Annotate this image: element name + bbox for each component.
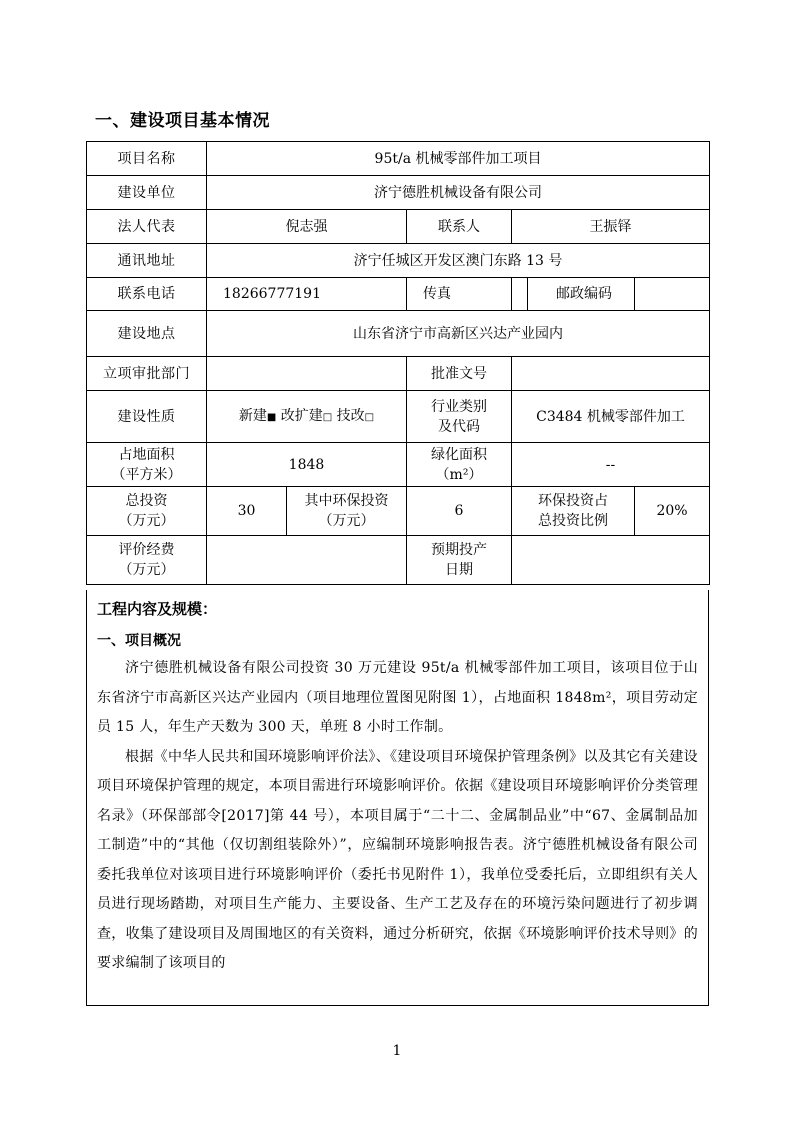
site-value: 山东省济宁市高新区兴达产业园内: [207, 311, 710, 357]
row-nature: [87, 391, 710, 443]
green-area-label-line1: 绿化面积: [431, 446, 487, 463]
green-area-label-line2: （m²）: [435, 466, 483, 483]
approval-dept-label: 立项审批部门: [87, 357, 207, 391]
postcode-label: 邮政编码: [512, 278, 635, 311]
env-ratio-label-line2: 总投资比例: [538, 513, 608, 529]
area-label-line1: 占地面积: [118, 446, 175, 463]
legal-rep-label: 法人代表: [87, 210, 207, 244]
row-construction-unit: [87, 176, 710, 210]
address-value: 济宁任城区开发区澳门东路 13 号: [207, 244, 710, 278]
eval-fee-label-line2: （万元）: [118, 562, 175, 578]
site-label: 建设地点: [87, 311, 207, 357]
phone-label: 联系电话: [87, 278, 207, 311]
row-address: [87, 244, 710, 278]
investment-label: [87, 487, 207, 536]
row-eval-fee: [87, 536, 710, 585]
nature-label: 建设性质: [87, 391, 207, 443]
legal-rep-value: 倪志强: [207, 210, 407, 244]
area-value: 1848: [207, 443, 407, 487]
eval-fee-value: [207, 536, 407, 585]
investment-value: 30: [207, 487, 287, 536]
content-subtitle: 一、项目概况: [97, 633, 181, 649]
nature-options: [207, 391, 407, 443]
env-investment-label-line2: （万元）: [318, 513, 375, 529]
env-investment-label-line1: 其中环保投资: [304, 493, 389, 509]
contact-label: 联系人: [407, 210, 512, 244]
project-name-label: 项目名称: [87, 142, 207, 176]
production-date-label: [407, 536, 512, 585]
env-ratio-value: 20%: [635, 487, 710, 536]
env-investment-value: 6: [407, 487, 512, 536]
row-phone: [87, 278, 710, 311]
approval-no-label: 批准文号: [407, 357, 512, 391]
address-label: 通讯地址: [87, 244, 207, 278]
area-label: [87, 443, 207, 487]
env-ratio-label: [512, 487, 635, 536]
industry-value: C3484 机械零部件加工: [512, 391, 710, 443]
production-date-label-line2: 日期: [445, 562, 473, 578]
row-area: [87, 443, 710, 487]
fax-label: 传真: [423, 286, 451, 302]
page-number: 1: [392, 1043, 402, 1059]
fax-divider: [527, 277, 528, 311]
construction-unit-label: 建设单位: [87, 176, 207, 210]
row-project-name: [87, 142, 710, 176]
checkbox-empty-icon: □: [364, 411, 375, 423]
investment-label-line1: 总投资: [125, 493, 168, 509]
env-ratio-label-line1: 环保投资占: [538, 493, 608, 509]
green-area-label: [407, 443, 512, 487]
investment-label-line2: （万元）: [118, 513, 175, 529]
project-content-section: [86, 590, 709, 1006]
row-investment: [87, 487, 710, 536]
checkbox-checked-icon: ■: [266, 411, 277, 423]
green-area-value: --: [512, 443, 710, 487]
production-date-label-line1: 预期投产: [431, 542, 487, 558]
checkbox-empty-icon: □: [322, 411, 333, 423]
row-legal-rep: [87, 210, 710, 244]
industry-label: [407, 391, 512, 443]
project-info-table: [86, 141, 710, 585]
eval-fee-label-line1: 评价经费: [118, 542, 175, 558]
eval-fee-label: [87, 536, 207, 585]
industry-label-line1: 行业类别: [431, 398, 487, 415]
content-paragraph: 根据《中华人民共和国环境影响评价法》、《建设项目环境保护管理条例》以及其它有关建设项目环境保护管理的规定，本项目需进行环境影响评价。依据《建设项目环境影响评价分类管理名录》（环保部部令[2017]第 44 号），本项目属于“二十二、金属制品业”中“67、金属制品加工制造”中的“其他（仅切割组装除外）”，应编制环境影响报告表。济宁德胜机械设备有限公司委托我单位对该项目进行环境影响评价（委托书见附件 1），我单位受委托后，立即组织有关人员进行现场踏勘，对项目生产能力、主要设备、生产工艺及存在的环境污染问题进行了初步调查，收集了建设项目及周围地区的有关资料，通过分析研究，依据《环境影响评价技术导则》的要求编制了该项目的: [97, 748, 698, 971]
contact-value: 王振铎: [512, 210, 710, 244]
postcode-value: [635, 278, 710, 311]
approval-dept-value: [207, 357, 407, 391]
row-approval: [87, 357, 710, 391]
content-title: 工程内容及规模：: [97, 600, 218, 618]
nature-option-expand: 改扩建: [280, 407, 323, 424]
env-investment-label: [287, 487, 407, 536]
construction-unit-value: 济宁德胜机械设备有限公司: [207, 176, 710, 210]
content-paragraph: 济宁德胜机械设备有限公司投资 30 万元建设 95t/a 机械零部件加工项目，该项目位于山东省济宁市高新区兴达产业园内（项目地理位置图见附图 1），占地面积 1848m²，项目劳动定员 15 人，年生产天数为 300 天，单班 8 小时工作制。: [97, 660, 698, 735]
area-label-line2: （平方米）: [111, 466, 182, 483]
production-date-value: [512, 536, 710, 585]
project-name-value: 95t/a 机械零部件加工项目: [207, 142, 710, 176]
industry-label-line2: 及代码: [438, 418, 480, 435]
nature-option-tech: 技改: [336, 407, 365, 424]
section-title: 一、建设项目基本情况: [95, 111, 270, 131]
row-site: [87, 311, 710, 357]
phone-value: 18266777191: [207, 278, 407, 311]
nature-option-new: 新建: [238, 407, 267, 424]
approval-no-value: [512, 357, 710, 391]
fax-cell: [407, 278, 512, 311]
